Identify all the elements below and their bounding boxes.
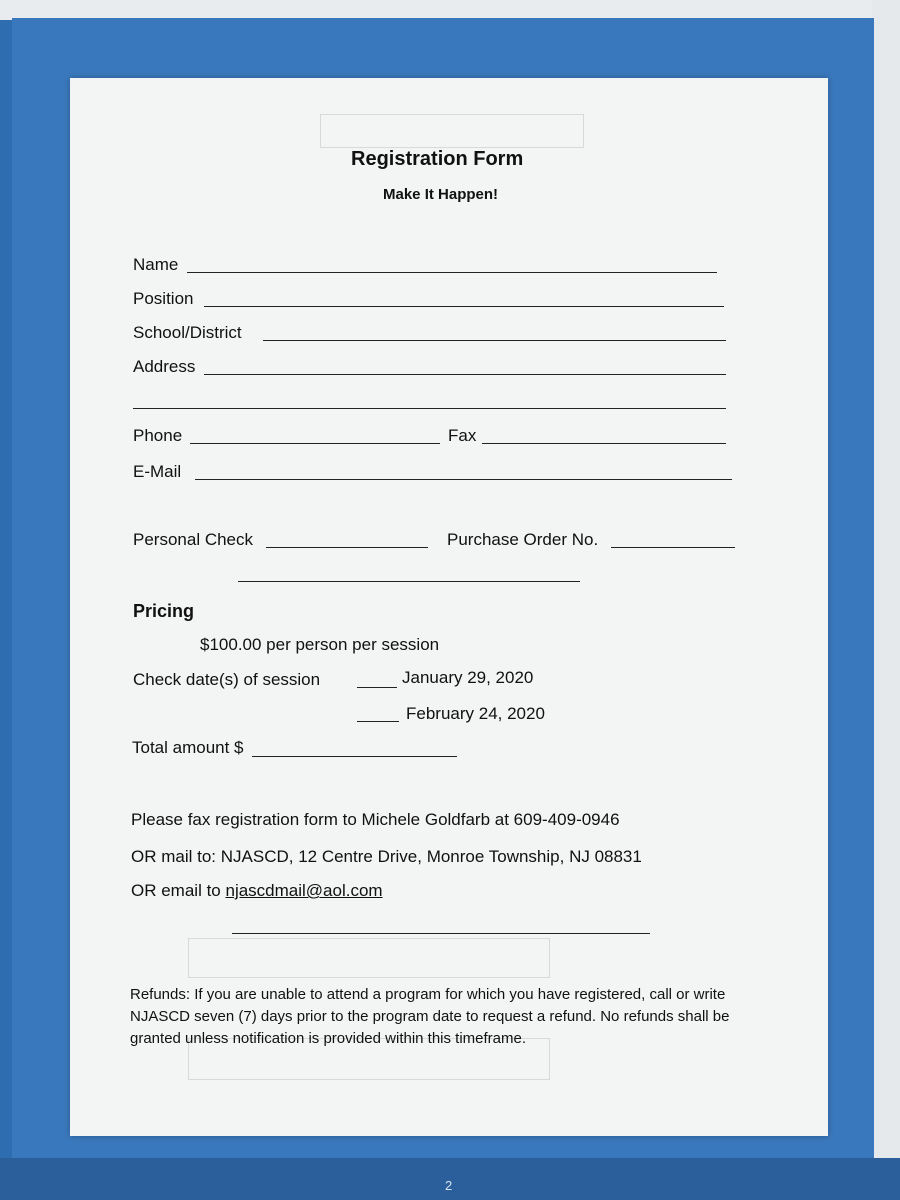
fax-instructions: Please fax registration form to Michele Goldfarb at 609-409-0946 [131, 810, 620, 829]
registration-form-sheet [70, 78, 828, 1136]
phone-field[interactable] [190, 443, 440, 444]
session-date-2: February 24, 2020 [406, 704, 545, 723]
form-title: Registration Form [351, 148, 524, 170]
address-field-line-2[interactable] [133, 408, 726, 409]
payment-extra-line[interactable] [238, 581, 580, 582]
mail-instructions: OR mail to: NJASCD, 12 Centre Drive, Monroe Township, NJ 08831 [131, 847, 642, 866]
address-label: Address [133, 357, 196, 376]
email-field[interactable] [195, 479, 732, 480]
position-label: Position [133, 289, 194, 308]
bleed-through-box [320, 114, 584, 148]
purchase-order-field[interactable] [611, 547, 735, 548]
page-number: 2 [445, 1178, 453, 1193]
email-label: E-Mail [133, 462, 182, 481]
background-top [0, 0, 900, 20]
name-field[interactable] [187, 272, 717, 273]
email-link[interactable]: njascdmail@aol.com [225, 881, 383, 900]
pricing-heading: Pricing [133, 601, 195, 621]
school-district-field[interactable] [263, 340, 726, 341]
total-amount-label: Total amount $ [132, 738, 244, 757]
address-field[interactable] [204, 374, 726, 375]
bleed-through-box [188, 938, 550, 978]
refund-policy: Refunds: If you are unable to attend a program for which you have registered, call or write NJASCD seven (7) days prior to the program date to request a refund. No refunds shall be granted unless notification is provided within this timeframe. [130, 986, 730, 1047]
fax-field[interactable] [482, 443, 726, 444]
background-right [872, 0, 900, 1200]
date1-checkbox[interactable] [357, 687, 397, 688]
name-label: Name [133, 255, 179, 274]
fax-label: Fax [448, 426, 477, 445]
phone-label: Phone [133, 426, 183, 445]
email-instructions [131, 881, 383, 901]
check-dates-label: Check date(s) of session [133, 670, 321, 689]
total-amount-field[interactable] [252, 756, 457, 757]
personal-check-field[interactable] [266, 547, 428, 548]
session-date-1: January 29, 2020 [402, 668, 534, 687]
position-field[interactable] [204, 306, 724, 307]
school-district-label: School/District [133, 323, 242, 342]
signature-line[interactable] [232, 933, 650, 934]
personal-check-label: Personal Check [133, 530, 254, 549]
purchase-order-label: Purchase Order No. [447, 530, 599, 549]
price-text: $100.00 per person per session [200, 635, 440, 654]
email-prefix: OR email to [131, 881, 226, 900]
form-subtitle: Make It Happen! [383, 186, 499, 203]
date2-checkbox[interactable] [357, 721, 399, 722]
